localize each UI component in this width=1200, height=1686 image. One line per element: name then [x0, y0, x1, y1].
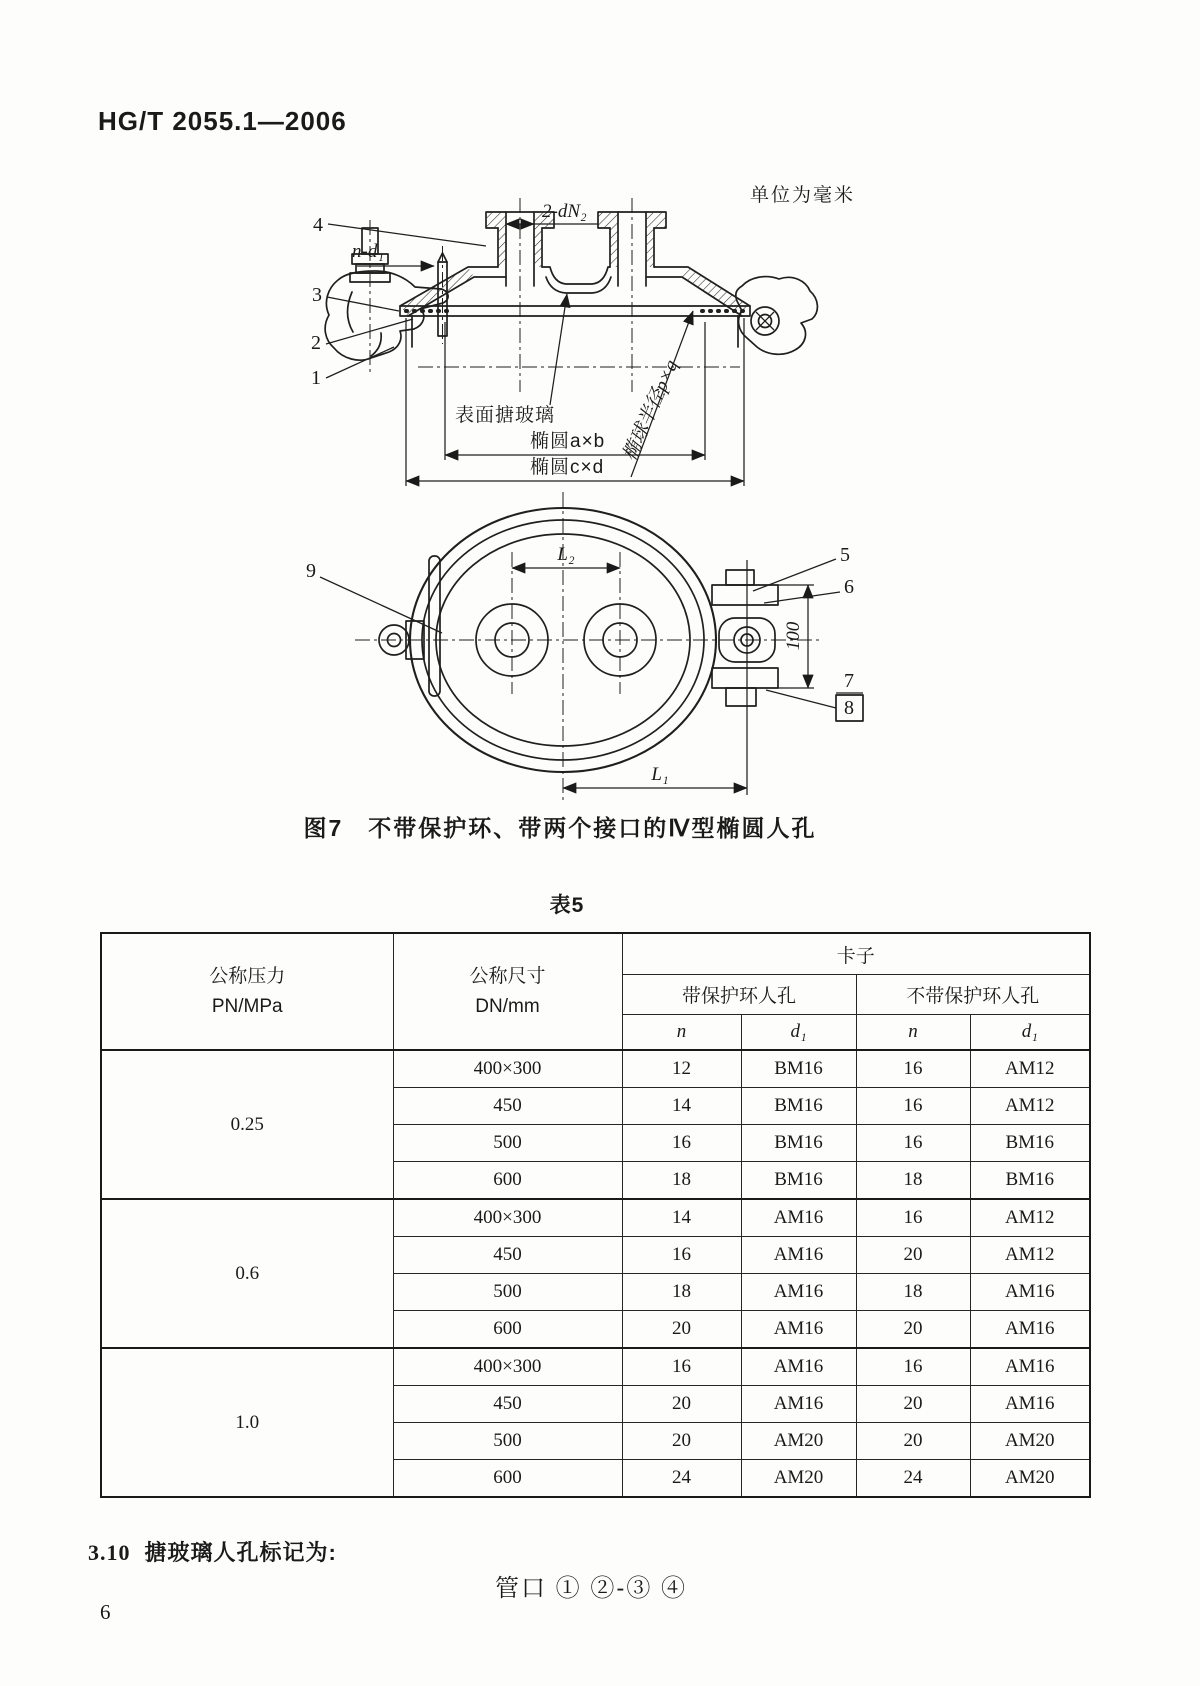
table-cell: 600 — [393, 1311, 622, 1349]
table-cell: 450 — [393, 1088, 622, 1125]
cover-profile — [400, 267, 750, 316]
port-left — [476, 552, 548, 694]
table-cell: 18 — [622, 1274, 741, 1311]
table-row — [101, 1199, 1090, 1237]
table-title: 表5 — [549, 894, 585, 917]
table-cell: BM16 — [741, 1088, 856, 1125]
table-cell: AM12 — [970, 1237, 1090, 1274]
part-6-label: 6 — [844, 576, 854, 598]
section-3-10 — [88, 1536, 337, 1567]
dim-cd-label: 椭圆c×d — [530, 457, 605, 478]
table-cell: 20 — [856, 1423, 970, 1460]
table-row — [101, 1050, 1090, 1088]
table-cell: AM16 — [970, 1348, 1090, 1386]
table-cell: BM16 — [741, 1162, 856, 1200]
pipe-port-line: 管口 ① ②-③ ④ — [495, 1575, 687, 1602]
table-cell: 16 — [622, 1348, 741, 1386]
dim-ab-label: 椭圆a×b — [530, 431, 606, 452]
cell-pn: 0.25 — [101, 1050, 393, 1199]
hinge-left — [379, 556, 440, 696]
table-cell: 20 — [856, 1386, 970, 1423]
table-cell: AM16 — [741, 1199, 856, 1237]
table-cell: 16 — [622, 1125, 741, 1162]
dim-l1-label: L₁ — [651, 764, 669, 785]
header-pressure-cn: 公称压力 — [209, 966, 286, 988]
table-cell: 14 — [622, 1199, 741, 1237]
header-without-ring: 不带保护环人孔 — [856, 975, 1090, 1015]
top-view — [306, 492, 863, 802]
header-size-unit: DN/mm — [475, 995, 540, 1017]
table-cell: 500 — [393, 1125, 622, 1162]
table-cell: 400×300 — [393, 1199, 622, 1237]
table-cell: 500 — [393, 1274, 622, 1311]
table-cell: AM20 — [970, 1423, 1090, 1460]
dim-nd1-label: n-d₁ — [352, 241, 384, 262]
table-cell: 500 — [393, 1423, 622, 1460]
nozzle-right — [598, 198, 666, 392]
table-cell: AM16 — [741, 1348, 856, 1386]
table-cell: AM16 — [970, 1274, 1090, 1311]
dim-ellipse-cd — [406, 318, 744, 486]
dim-100-label: 100 — [783, 621, 804, 651]
flange-band — [400, 306, 750, 316]
table-cell: AM12 — [970, 1088, 1090, 1125]
figure-caption: 图7 不带保护环、带两个接口的Ⅳ型椭圆人孔 — [303, 815, 817, 841]
nozzle-left — [486, 198, 554, 392]
surface-note — [455, 294, 567, 426]
table-cell: 20 — [856, 1311, 970, 1349]
part-5-label: 5 — [840, 544, 850, 566]
part-labels-section — [311, 214, 486, 389]
ellipsoid-radius-label: 椭球半径p×q — [619, 356, 683, 465]
table-cell: 18 — [856, 1162, 970, 1200]
part-7-label: 7 — [844, 670, 854, 692]
section-text: 搪玻璃人孔标记为: — [144, 1540, 337, 1565]
table-cell: 600 — [393, 1460, 622, 1498]
table-cell: 16 — [856, 1050, 970, 1088]
table-cell: 400×300 — [393, 1050, 622, 1088]
part-4-label: 4 — [313, 214, 323, 236]
dim-l2-label: L₂ — [557, 544, 575, 565]
table-cell: AM16 — [741, 1237, 856, 1274]
table-cell: 18 — [856, 1274, 970, 1311]
cell-pn: 0.6 — [101, 1199, 393, 1348]
header-size — [393, 933, 622, 1050]
part-3-label: 3 — [312, 284, 322, 306]
table-cell: 18 — [622, 1162, 741, 1200]
part-2-label: 2 — [311, 332, 321, 354]
dim-2dn2-label: 2-dN₂ — [542, 201, 587, 222]
dim-l2 — [512, 544, 620, 568]
table-cell: AM20 — [741, 1460, 856, 1498]
table-cell: 450 — [393, 1237, 622, 1274]
header-with-ring: 带保护环人孔 — [622, 975, 856, 1015]
table-cell: 16 — [856, 1088, 970, 1125]
part-9-label: 9 — [306, 560, 316, 582]
table-cell: AM12 — [970, 1199, 1090, 1237]
section-view — [311, 198, 817, 486]
table-cell: BM16 — [741, 1125, 856, 1162]
ellipsoid-radius-note — [619, 311, 693, 477]
table-cell: 24 — [856, 1460, 970, 1498]
clamp-top-view — [712, 560, 778, 795]
units-note: 单位为毫米 — [750, 185, 856, 206]
figure-7-drawing — [0, 160, 1200, 810]
page-number: 6 — [100, 1600, 111, 1624]
table-cell: 20 — [622, 1386, 741, 1423]
table-cell: 400×300 — [393, 1348, 622, 1386]
header-clamp-group: 卡子 — [622, 933, 1090, 975]
table-5 — [100, 932, 1091, 1498]
table-cell: AM20 — [970, 1460, 1090, 1498]
table-cell: 16 — [856, 1199, 970, 1237]
table-cell: 16 — [622, 1237, 741, 1274]
table-cell: AM20 — [741, 1423, 856, 1460]
table-cell: 16 — [856, 1125, 970, 1162]
section-number: 3.10 — [88, 1540, 131, 1565]
table-cell: 12 — [622, 1050, 741, 1088]
header-size-cn: 公称尺寸 — [469, 966, 546, 988]
table-cell: AM16 — [970, 1386, 1090, 1423]
port-right — [584, 552, 656, 694]
part-1-label: 1 — [311, 367, 321, 389]
table-cell: 24 — [622, 1460, 741, 1498]
header-pressure — [101, 933, 393, 1050]
table-row — [101, 1348, 1090, 1386]
header-pressure-unit: PN/MPa — [211, 995, 283, 1017]
header-d1-2: d₁ — [970, 1015, 1090, 1051]
table-cell: AM12 — [970, 1050, 1090, 1088]
table-cell: BM16 — [741, 1050, 856, 1088]
table-cell: AM16 — [741, 1311, 856, 1349]
table-cell: BM16 — [970, 1162, 1090, 1200]
table-cell: 20 — [856, 1237, 970, 1274]
table-cell: 450 — [393, 1386, 622, 1423]
table-cell: 20 — [622, 1311, 741, 1349]
header-d1-1: d₁ — [741, 1015, 856, 1051]
dim-l1 — [563, 764, 747, 788]
part-8-label: 8 — [844, 697, 854, 719]
cell-pn: 1.0 — [101, 1348, 393, 1497]
standard-number: HG/T 2055.1—2006 — [98, 106, 347, 136]
table-cell: 20 — [622, 1423, 741, 1460]
header-n-2: n — [856, 1015, 970, 1051]
table-cell: 14 — [622, 1088, 741, 1125]
table-cell: AM16 — [741, 1386, 856, 1423]
header-n-1: n — [622, 1015, 741, 1051]
table-cell: 16 — [856, 1348, 970, 1386]
table-cell: AM16 — [741, 1274, 856, 1311]
table-cell: 600 — [393, 1162, 622, 1200]
table-cell: BM16 — [970, 1125, 1090, 1162]
surface-note-label: 表面搪玻璃 — [455, 405, 556, 426]
table-cell: AM16 — [970, 1311, 1090, 1349]
